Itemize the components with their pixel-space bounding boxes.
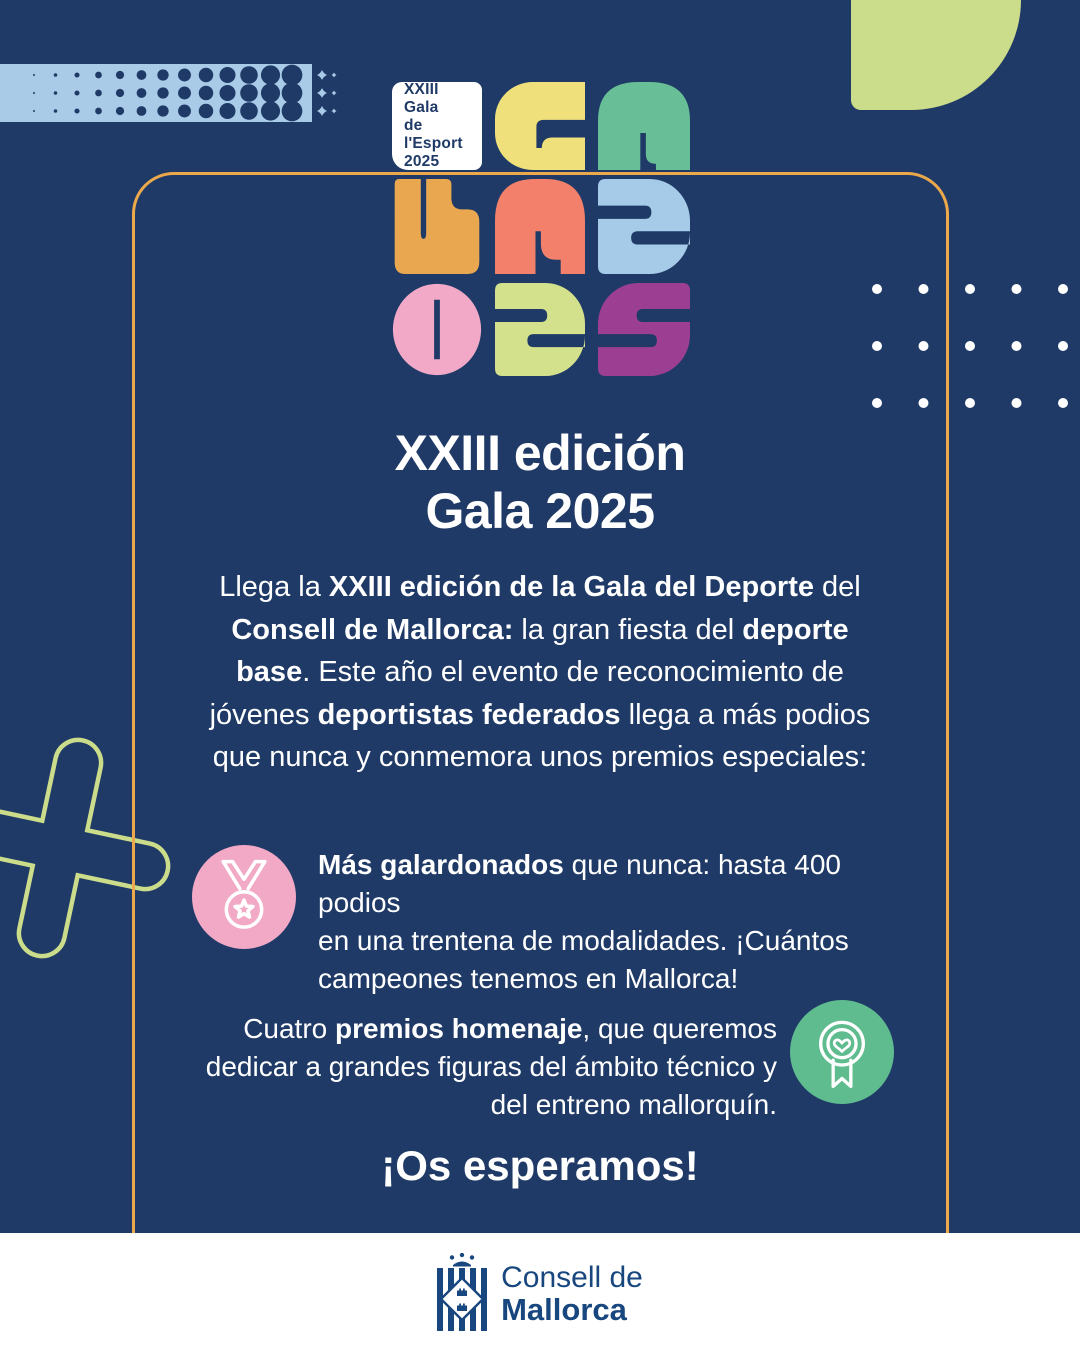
logo-tile-a2: [495, 179, 585, 274]
footer-org-line2: Mallorca: [501, 1291, 627, 1327]
page-title-line1: XXIII edición: [394, 425, 686, 481]
intro-paragraph: Llega la XXIII edición de la Gala del Deporte del Consell de Mallorca: la gran fiesta del deporte base. Este año el evento de reconocimiento de jóvenes deportistas federados llega a más podios que nunca y conmemora unos premios especiales:: [209, 571, 871, 773]
badge-line: XXIII Gala: [404, 81, 439, 116]
logo-tile-0: [392, 283, 482, 376]
page-title-line2: Gala 2025: [425, 483, 655, 539]
logo-tile-l: [392, 179, 482, 274]
cross-outline-shape: [0, 709, 199, 987]
logo-tile-g: [495, 82, 585, 170]
logo-tile-2b: [495, 283, 585, 376]
feature-text-homenaje: Cuatro premios homenaje, que queremos dedicar a grandes figuras del ámbito técnico y del entreno mallorquín.: [205, 1013, 777, 1120]
logo-tile-a1: [598, 82, 690, 170]
gala-2025-logo: [392, 82, 690, 376]
logo-tile-5: [598, 283, 690, 376]
badge-line: 2025: [404, 153, 440, 170]
consell-de-mallorca-logo: [437, 1253, 643, 1331]
footer: [0, 1233, 1080, 1350]
corner-leaf-shape: [851, 0, 1021, 110]
logo-tile-2a: [598, 179, 690, 274]
page-title: [0, 424, 1080, 540]
feature-text-galardonados: Más galardonados que nunca: hasta 400 podios en una trentena de modalidades. ¡Cuántos campeones tenemos en Mallorca!: [318, 849, 849, 994]
coat-of-arms-icon: [437, 1253, 487, 1331]
logo-badge: [392, 82, 482, 170]
badge-line: de l'Esport: [404, 117, 463, 152]
dot-grid-pattern: [870, 282, 1070, 410]
closing-line: ¡Os esperamos!: [381, 1142, 699, 1189]
rosette-icon: [790, 1000, 894, 1104]
medal-icon: [192, 845, 296, 949]
footer-org-line1: Consell de: [501, 1260, 643, 1294]
halftone-pattern: [0, 62, 345, 128]
